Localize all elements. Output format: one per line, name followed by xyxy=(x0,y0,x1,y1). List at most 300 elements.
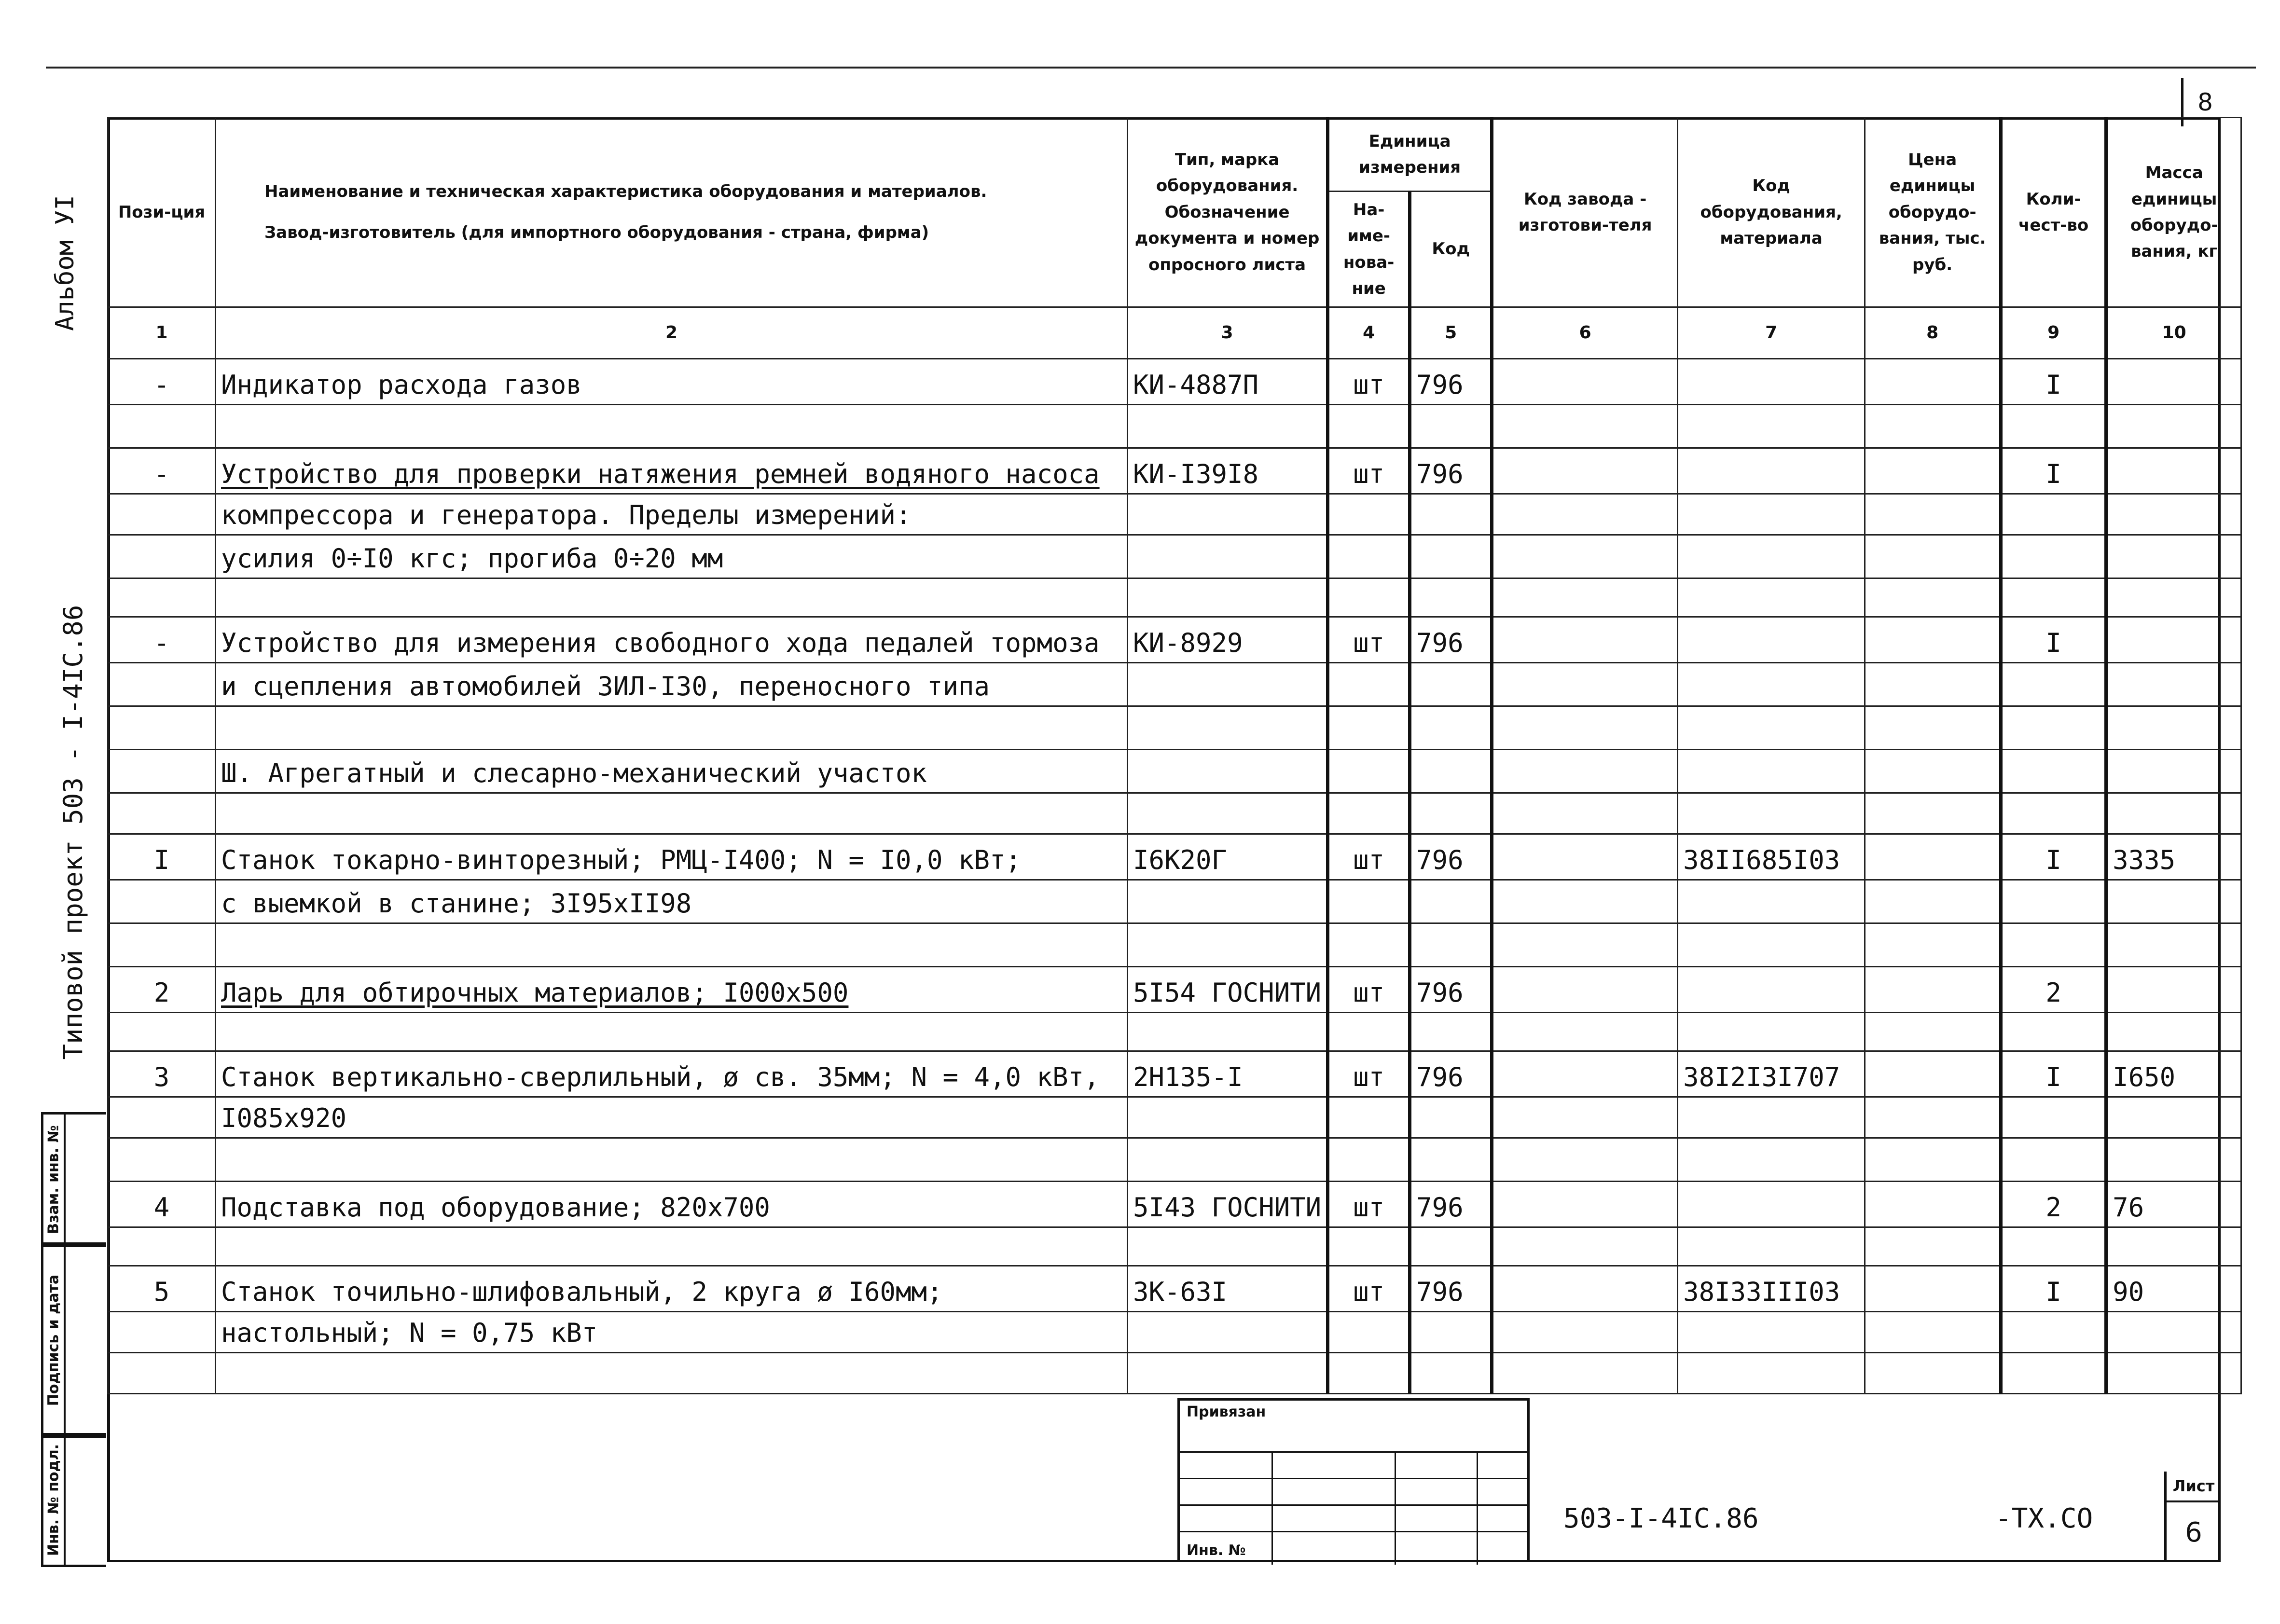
cell-unit: шт xyxy=(1328,1051,1410,1097)
cell-type xyxy=(1128,578,1328,617)
top-rule xyxy=(46,67,2256,69)
cell-maker xyxy=(1492,967,1678,1013)
cell-equip xyxy=(1678,923,1865,967)
column-number: 5 xyxy=(1410,307,1492,359)
cell-equip xyxy=(1678,706,1865,750)
cell-qty xyxy=(2001,793,2106,834)
cell-qty xyxy=(2001,663,2106,706)
cell-unit xyxy=(1328,1353,1410,1394)
cell-price xyxy=(1865,1312,2001,1353)
cell-name: компрессора и генератора. Пределы измерений: xyxy=(216,494,1128,535)
cell-maker xyxy=(1492,405,1678,448)
specification-table xyxy=(107,117,2242,1394)
cell-code xyxy=(1410,1312,1492,1353)
cell-equip xyxy=(1678,405,1865,448)
cell-price xyxy=(1865,663,2001,706)
sheet-box xyxy=(2164,1472,2221,1562)
cell-type xyxy=(1128,880,1328,923)
cell-unit xyxy=(1328,663,1410,706)
cell-type xyxy=(1128,1312,1328,1353)
sheet-label: Лист xyxy=(2167,1472,2221,1502)
cell-name xyxy=(216,1227,1128,1266)
cell-pos: 3 xyxy=(108,1051,216,1097)
cell-pos xyxy=(108,706,216,750)
cell-code xyxy=(1410,663,1492,706)
cell-equip xyxy=(1678,1312,1865,1353)
cell-unit xyxy=(1328,706,1410,750)
cell-maker xyxy=(1492,1227,1678,1266)
cell-pos xyxy=(108,1138,216,1182)
cell-equip xyxy=(1678,1227,1865,1266)
cell-pos xyxy=(108,405,216,448)
column-number: 1 xyxy=(108,307,216,359)
cell-qty xyxy=(2001,750,2106,793)
cell-qty: I xyxy=(2001,834,2106,880)
cell-unit: шт xyxy=(1328,448,1410,494)
cell-name: Устройство для измерения свободного хода педалей тормоза xyxy=(216,617,1128,663)
cell-price xyxy=(1865,359,2001,405)
cell-price xyxy=(1865,793,2001,834)
cell-maker xyxy=(1492,1013,1678,1051)
cell-maker xyxy=(1492,1312,1678,1353)
header-mass: Масса единицы оборудо-вания, кг xyxy=(2106,118,2241,307)
cell-code xyxy=(1410,1138,1492,1182)
cell-mass xyxy=(2106,617,2241,663)
cell-equip xyxy=(1678,1097,1865,1138)
cell-name: Подставка под оборудование; 820х700 xyxy=(216,1182,1128,1227)
cell-code xyxy=(1410,494,1492,535)
table-row xyxy=(108,880,2241,923)
table-row xyxy=(108,359,2241,405)
cell-equip xyxy=(1678,359,1865,405)
cell-maker xyxy=(1492,1138,1678,1182)
table-row xyxy=(108,1097,2241,1138)
cell-qty xyxy=(2001,1138,2106,1182)
cell-unit: шт xyxy=(1328,1182,1410,1227)
cell-unit: шт xyxy=(1328,1266,1410,1312)
table-row xyxy=(108,1182,2241,1227)
cell-maker xyxy=(1492,578,1678,617)
cell-maker xyxy=(1492,880,1678,923)
cell-mass: 76 xyxy=(2106,1182,2241,1227)
cell-name: Станок токарно-винторезный; РМЦ-I400; N = I0,0 кВт; xyxy=(216,834,1128,880)
cell-pos xyxy=(108,1353,216,1394)
cell-mass xyxy=(2106,967,2241,1013)
cell-unit xyxy=(1328,1013,1410,1051)
side-box-label: Взам. инв. № xyxy=(45,1125,62,1234)
cell-pos: 4 xyxy=(108,1182,216,1227)
cell-type xyxy=(1128,1013,1328,1051)
cell-maker xyxy=(1492,1051,1678,1097)
cell-type xyxy=(1128,923,1328,967)
table-row xyxy=(108,706,2241,750)
column-number-row xyxy=(108,307,2241,359)
cell-unit xyxy=(1328,923,1410,967)
cell-price xyxy=(1865,617,2001,663)
column-number: 3 xyxy=(1128,307,1328,359)
cell-code: 796 xyxy=(1410,1051,1492,1097)
cell-pos xyxy=(108,663,216,706)
cell-name xyxy=(216,405,1128,448)
column-number: 4 xyxy=(1328,307,1410,359)
header-position: Пози-ция xyxy=(108,118,216,307)
cell-equip xyxy=(1678,494,1865,535)
cell-mass xyxy=(2106,1227,2241,1266)
cell-code xyxy=(1410,793,1492,834)
cell-equip: 38I2I3I707 xyxy=(1678,1051,1865,1097)
cell-name: Станок вертикально-сверлильный, ø св. 35мм; N = 4,0 кВт, xyxy=(216,1051,1128,1097)
cell-maker xyxy=(1492,923,1678,967)
cell-unit: шт xyxy=(1328,359,1410,405)
cell-unit xyxy=(1328,1227,1410,1266)
cell-type xyxy=(1128,1353,1328,1394)
cell-unit xyxy=(1328,578,1410,617)
cell-mass xyxy=(2106,1353,2241,1394)
cell-maker xyxy=(1492,1353,1678,1394)
cell-mass xyxy=(2106,923,2241,967)
cell-equip xyxy=(1678,1013,1865,1051)
header-unit-group: Единица измерения xyxy=(1328,118,1492,192)
cell-mass xyxy=(2106,880,2241,923)
cell-type xyxy=(1128,663,1328,706)
cell-equip xyxy=(1678,967,1865,1013)
cell-equip xyxy=(1678,535,1865,578)
cell-price xyxy=(1865,750,2001,793)
cell-type xyxy=(1128,793,1328,834)
header-name xyxy=(216,118,1128,307)
column-number: 2 xyxy=(216,307,1128,359)
cell-price xyxy=(1865,578,2001,617)
cell-qty: I xyxy=(2001,1051,2106,1097)
table-row xyxy=(108,1266,2241,1312)
cell-name: I085х920 xyxy=(216,1097,1128,1138)
cell-qty: I xyxy=(2001,359,2106,405)
cell-pos xyxy=(108,494,216,535)
cell-qty xyxy=(2001,578,2106,617)
cell-qty xyxy=(2001,405,2106,448)
cell-code xyxy=(1410,1013,1492,1051)
cell-price xyxy=(1865,405,2001,448)
table-row xyxy=(108,1051,2241,1097)
cell-mass xyxy=(2106,1138,2241,1182)
column-number: 9 xyxy=(2001,307,2106,359)
cell-mass xyxy=(2106,1312,2241,1353)
table-row xyxy=(108,1353,2241,1394)
cell-pos: - xyxy=(108,448,216,494)
cell-pos: - xyxy=(108,617,216,663)
cell-name xyxy=(216,923,1128,967)
cell-qty xyxy=(2001,706,2106,750)
cell-mass xyxy=(2106,793,2241,834)
cell-type: 3К-63I xyxy=(1128,1266,1328,1312)
cell-pos xyxy=(108,793,216,834)
cell-price xyxy=(1865,706,2001,750)
cell-name xyxy=(216,1138,1128,1182)
cell-pos xyxy=(108,535,216,578)
cell-name: Устройство для проверки натяжения ремней водяного насоса xyxy=(216,448,1128,494)
cell-unit xyxy=(1328,750,1410,793)
cell-unit: шт xyxy=(1328,967,1410,1013)
cell-mass xyxy=(2106,578,2241,617)
side-box-replacement xyxy=(41,1112,106,1247)
table-row xyxy=(108,578,2241,617)
cell-mass xyxy=(2106,706,2241,750)
cell-pos: - xyxy=(108,359,216,405)
cell-qty: I xyxy=(2001,617,2106,663)
cell-name xyxy=(216,1353,1128,1394)
cell-type xyxy=(1128,1227,1328,1266)
cell-code xyxy=(1410,578,1492,617)
cell-qty xyxy=(2001,880,2106,923)
cell-maker xyxy=(1492,494,1678,535)
cell-price xyxy=(1865,923,2001,967)
cell-price xyxy=(1865,494,2001,535)
cell-code xyxy=(1410,923,1492,967)
header-maker-code: Код завода - изготови-теля xyxy=(1492,118,1678,307)
cell-unit xyxy=(1328,1312,1410,1353)
cell-unit xyxy=(1328,405,1410,448)
table-row xyxy=(108,923,2241,967)
cell-code: 796 xyxy=(1410,1266,1492,1312)
cell-code: 796 xyxy=(1410,359,1492,405)
table-row xyxy=(108,793,2241,834)
cell-type xyxy=(1128,535,1328,578)
table-row xyxy=(108,967,2241,1013)
table-row xyxy=(108,535,2241,578)
cell-type xyxy=(1128,706,1328,750)
table-row xyxy=(108,1227,2241,1266)
header-unit-name: На-име-нова-ние xyxy=(1328,192,1410,307)
cell-equip xyxy=(1678,880,1865,923)
cell-mass xyxy=(2106,663,2241,706)
table-row xyxy=(108,405,2241,448)
cell-code: 796 xyxy=(1410,967,1492,1013)
side-box-label: Инв. № подл. xyxy=(45,1444,62,1556)
cell-mass xyxy=(2106,494,2241,535)
cell-maker xyxy=(1492,448,1678,494)
cell-maker xyxy=(1492,359,1678,405)
table-row xyxy=(108,1013,2241,1051)
cell-maker xyxy=(1492,617,1678,663)
cell-mass xyxy=(2106,448,2241,494)
cell-code: 796 xyxy=(1410,448,1492,494)
cell-code xyxy=(1410,405,1492,448)
cell-price xyxy=(1865,1097,2001,1138)
document-code: -ТХ.СО xyxy=(1995,1503,2093,1534)
cell-type: 2Н135-I xyxy=(1128,1051,1328,1097)
cell-unit xyxy=(1328,880,1410,923)
cell-price xyxy=(1865,1353,2001,1394)
cell-price xyxy=(1865,1182,2001,1227)
cell-type: I6К20Г xyxy=(1128,834,1328,880)
table-row xyxy=(108,494,2241,535)
cell-price xyxy=(1865,967,2001,1013)
cell-type xyxy=(1128,1097,1328,1138)
cell-qty: 2 xyxy=(2001,1182,2106,1227)
cell-qty xyxy=(2001,1353,2106,1394)
cell-code xyxy=(1410,750,1492,793)
cell-equip xyxy=(1678,578,1865,617)
cell-unit xyxy=(1328,494,1410,535)
cell-name: Индикатор расхода газов xyxy=(216,359,1128,405)
cell-maker xyxy=(1492,663,1678,706)
cell-unit: шт xyxy=(1328,834,1410,880)
cell-equip xyxy=(1678,1138,1865,1182)
cell-qty xyxy=(2001,1312,2106,1353)
cell-mass: 3335 xyxy=(2106,834,2241,880)
cell-code xyxy=(1410,1227,1492,1266)
cell-mass: I650 xyxy=(2106,1051,2241,1097)
table-row xyxy=(108,834,2241,880)
cell-pos xyxy=(108,880,216,923)
side-box-label: Подпись и дата xyxy=(45,1274,62,1406)
cell-unit xyxy=(1328,793,1410,834)
cell-maker xyxy=(1492,834,1678,880)
stamp-inv-label: Инв. № xyxy=(1187,1542,1246,1559)
cell-qty: I xyxy=(2001,448,2106,494)
cell-equip xyxy=(1678,617,1865,663)
cell-pos xyxy=(108,1013,216,1051)
cell-pos xyxy=(108,750,216,793)
cell-qty xyxy=(2001,535,2106,578)
table-row xyxy=(108,448,2241,494)
cell-type xyxy=(1128,750,1328,793)
cell-price xyxy=(1865,448,2001,494)
cell-code xyxy=(1410,1353,1492,1394)
table-row xyxy=(108,750,2241,793)
cell-type xyxy=(1128,405,1328,448)
cell-type: КИ-8929 xyxy=(1128,617,1328,663)
cell-maker xyxy=(1492,1182,1678,1227)
cell-unit xyxy=(1328,535,1410,578)
cell-code xyxy=(1410,880,1492,923)
cell-qty: I xyxy=(2001,1266,2106,1312)
cell-mass xyxy=(2106,750,2241,793)
cell-maker xyxy=(1492,750,1678,793)
column-number: 7 xyxy=(1678,307,1865,359)
cell-pos: I xyxy=(108,834,216,880)
cell-equip xyxy=(1678,663,1865,706)
cell-code: 796 xyxy=(1410,834,1492,880)
cell-mass xyxy=(2106,1013,2241,1051)
cell-qty xyxy=(2001,1227,2106,1266)
cell-maker xyxy=(1492,1266,1678,1312)
cell-equip xyxy=(1678,1353,1865,1394)
cell-unit: шт xyxy=(1328,617,1410,663)
cell-equip xyxy=(1678,750,1865,793)
header-equipment-code: Код оборудования, материала xyxy=(1678,118,1865,307)
cell-price xyxy=(1865,1051,2001,1097)
cell-price xyxy=(1865,1227,2001,1266)
cell-pos xyxy=(108,1097,216,1138)
cell-name xyxy=(216,706,1128,750)
table-row xyxy=(108,1312,2241,1353)
document-number: 503-I-4IС.86 xyxy=(1563,1503,1759,1534)
cell-name: Ш. Агрегатный и слесарно-механический участок xyxy=(216,750,1128,793)
header-type: Тип, марка оборудования. Обозначение документа и номер опросного листа xyxy=(1128,118,1328,307)
cell-mass xyxy=(2106,405,2241,448)
cell-code: 796 xyxy=(1410,617,1492,663)
table-row xyxy=(108,1138,2241,1182)
cell-mass xyxy=(2106,535,2241,578)
cell-equip xyxy=(1678,448,1865,494)
album-label: Альбом УI xyxy=(51,195,80,331)
column-number: 8 xyxy=(1865,307,2001,359)
cell-name: с выемкой в станине; 3I95хII98 xyxy=(216,880,1128,923)
cell-maker xyxy=(1492,793,1678,834)
cell-price xyxy=(1865,880,2001,923)
cell-type xyxy=(1128,1138,1328,1182)
cell-name xyxy=(216,793,1128,834)
stamp-bound-label: Привязан xyxy=(1187,1404,1266,1420)
cell-price xyxy=(1865,1013,2001,1051)
sheet-corner-number: 8 xyxy=(2181,78,2227,126)
cell-pos xyxy=(108,923,216,967)
cell-name: настольный; N = 0,75 кВт xyxy=(216,1312,1128,1353)
cell-equip: 38I33III03 xyxy=(1678,1266,1865,1312)
table-row xyxy=(108,663,2241,706)
header-price: Цена единицы оборудо-вания, тыс. руб. xyxy=(1865,118,2001,307)
column-number: 10 xyxy=(2106,307,2241,359)
cell-mass xyxy=(2106,359,2241,405)
cell-equip xyxy=(1678,793,1865,834)
cell-equip xyxy=(1678,1182,1865,1227)
cell-type: КИ-I39I8 xyxy=(1128,448,1328,494)
cell-price xyxy=(1865,535,2001,578)
cell-pos: 5 xyxy=(108,1266,216,1312)
cell-qty xyxy=(2001,923,2106,967)
cell-maker xyxy=(1492,706,1678,750)
side-box-original-inv xyxy=(41,1433,106,1567)
cell-qty: 2 xyxy=(2001,967,2106,1013)
cell-qty xyxy=(2001,1097,2106,1138)
cell-code xyxy=(1410,535,1492,578)
cell-pos xyxy=(108,1227,216,1266)
header-name-line1: Наименование и техническая характеристика оборудования и материалов. xyxy=(264,182,987,201)
cell-type xyxy=(1128,494,1328,535)
cell-unit xyxy=(1328,1138,1410,1182)
cell-qty xyxy=(2001,1013,2106,1051)
header-unit-code: Код xyxy=(1410,192,1492,307)
cell-maker xyxy=(1492,535,1678,578)
cell-pos xyxy=(108,1312,216,1353)
sheet-number: 6 xyxy=(2185,1517,2202,1548)
column-number: 6 xyxy=(1492,307,1678,359)
cell-code xyxy=(1410,706,1492,750)
cell-code: 796 xyxy=(1410,1182,1492,1227)
cell-mass: 90 xyxy=(2106,1266,2241,1312)
table-row xyxy=(108,617,2241,663)
cell-name: Ларь для обтирочных материалов; I000х500 xyxy=(216,967,1128,1013)
cell-pos xyxy=(108,578,216,617)
header-quantity: Коли-чест-во xyxy=(2001,118,2106,307)
cell-type: 5I54 ГОСНИТИ xyxy=(1128,967,1328,1013)
cell-price xyxy=(1865,1138,2001,1182)
cell-mass xyxy=(2106,1097,2241,1138)
cell-name xyxy=(216,1013,1128,1051)
cell-pos: 2 xyxy=(108,967,216,1013)
cell-code xyxy=(1410,1097,1492,1138)
cell-equip: 38II685I03 xyxy=(1678,834,1865,880)
cell-qty xyxy=(2001,494,2106,535)
project-label: Типовой проект 503 - I-4IС.86 xyxy=(58,605,88,1060)
cell-name xyxy=(216,578,1128,617)
cell-name: усилия 0÷I0 кгс; прогиба 0÷20 мм xyxy=(216,535,1128,578)
header-name-line2: Завод-изготовитель (для импортного оборудования - страна, фирма) xyxy=(264,223,929,242)
side-box-signature xyxy=(41,1242,106,1438)
cell-name: и сцепления автомобилей ЗИЛ-I30, переносного типа xyxy=(216,663,1128,706)
cell-unit xyxy=(1328,1097,1410,1138)
